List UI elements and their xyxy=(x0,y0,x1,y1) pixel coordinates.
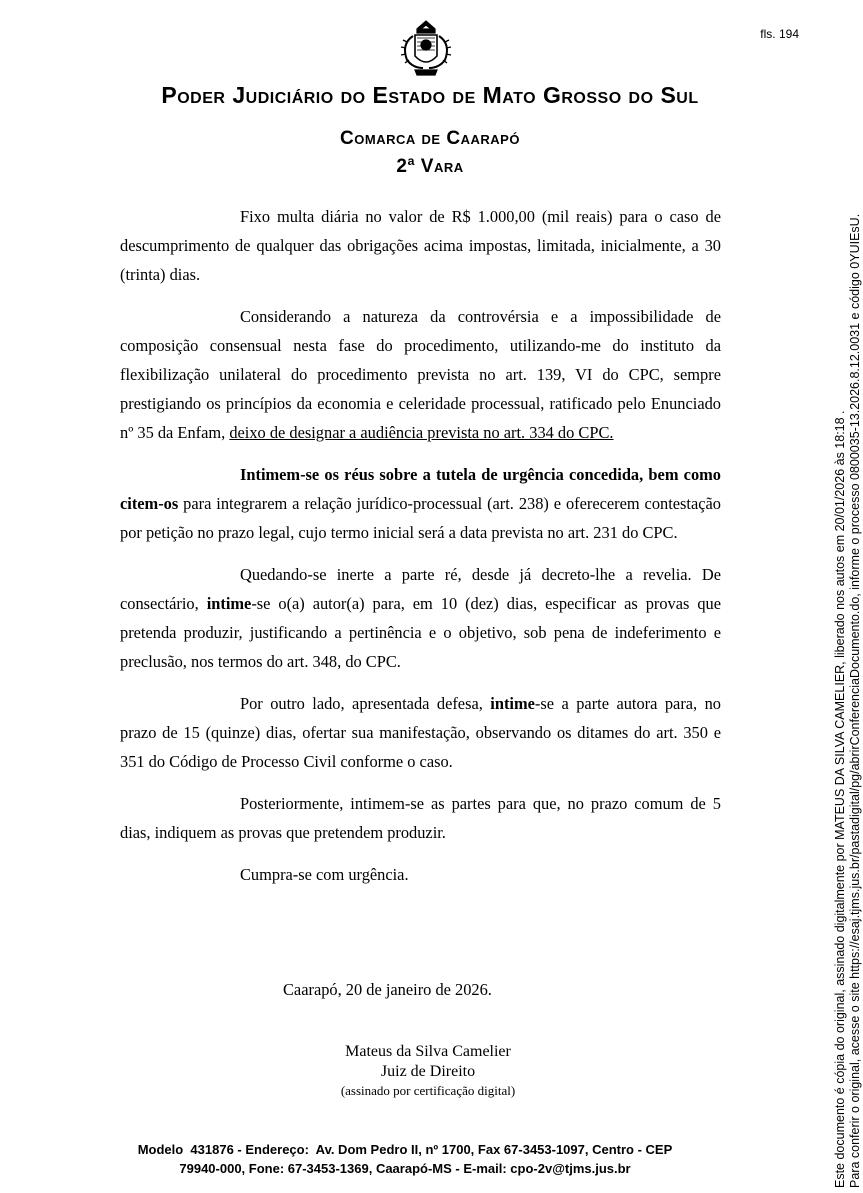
footer-line-1: Modelo 431876 - Endereço: Av. Dom Pedro II, nº 1700, Fax 67-3453-1097, Centro - CEP xyxy=(137,1142,673,1157)
digital-signature-stamp xyxy=(833,188,863,1188)
signature-block xyxy=(330,1042,526,1100)
footer-line-2: 79940-000, Fone: 67-3453-1369, Caarapó-MS - E-mail: cpo-2v@tjms.jus.br xyxy=(179,1161,631,1176)
judge-role: Juiz de Direito xyxy=(380,1063,476,1080)
header-court-division: 2ª Vara xyxy=(396,156,464,177)
paragraph-evidence: Posteriormente, intimem-se as partes para que, no prazo comum de 5 dias, indiquem as provas que pretendem produzir. xyxy=(120,794,721,842)
page-number: fls. 194 xyxy=(760,27,799,41)
paragraph-hearing: Considerando a natureza da controvérsia e a impossibilidade de composição consensual nesta fase do procedimento, utilizando-me do instituto da flexibilização unilateral do procedimento prevista no art. 139, VI do CPC, sempre prestigiando os princípios da economia e celeridade processual, ratificado pelo Enunciado nº 35 da Enfam, deixo de designar a audiência prevista no art. 334 do CPC. xyxy=(120,307,721,442)
signature-note: (assinado por certificação digital) xyxy=(340,1083,516,1098)
paragraph-fine: Fixo multa diária no valor de R$ 1.000,00 (mil reais) para o caso de descumprimento de qualquer das obrigações acima impostas, limitada, inicialmente, a 30 (trinta) dias. xyxy=(120,207,721,284)
paragraph-summons: Intimem-se os réus sobre a tutela de urgência concedida, bem como citem-os para integrarem a relação jurídico-processual (art. 238) e oferecerem contestação por petição no prazo legal, cujo termo inicial será a data prevista no art. 231 do CPC. xyxy=(120,465,721,542)
header-court-name: Poder Judiciário do Estado de Mato Grosso do Sul xyxy=(161,82,699,108)
footer-address xyxy=(100,1140,710,1178)
paragraph-urgency: Cumpra-se com urgência. xyxy=(240,865,409,884)
coat-of-arms-icon xyxy=(395,18,457,80)
stamp-line-2: Para conferir o original, acesse o site https://esaj.tjms.jus.br/pastadigital/pg/abrirConferenciaDocumento.do, informe o processo 0800035-13.2026.8.12.0031 e código 0YUIEsU. xyxy=(848,213,862,1188)
paragraph-reply: Por outro lado, apresentada defesa, intime-se a parte autora para, no prazo de 15 (quinze) dias, ofertar sua manifestação, observando os ditames do art. 350 e 351 do Código de Processo Civil conforme o caso. xyxy=(120,694,722,771)
date-line: Caarapó, 20 de janeiro de 2026. xyxy=(283,980,492,999)
decision-body xyxy=(120,202,721,902)
header-district: Comarca de Caarapó xyxy=(340,128,520,149)
stamp-line-1: Este documento é cópia do original, assinado digitalmente por MATEUS DA SILVA CAMELIER, liberado nos autos em 20/01/2026 às 18:18 . xyxy=(833,410,847,1188)
judge-name: Mateus da Silva Camelier xyxy=(345,1043,511,1060)
hearing-decision-underlined: deixo de designar a audiência prevista no art. 334 do CPC. xyxy=(229,423,614,442)
paragraph-default: Quedando-se inerte a parte ré, desde já decreto-lhe a revelia. De consectário, intime-se o(a) autor(a) para, em 10 (dez) dias, especificar as provas que pretenda produzir, justificando a pertinência e o objetivo, sob pena de indeferimento e preclusão, nos termos do art. 348, do CPC. xyxy=(120,565,722,671)
